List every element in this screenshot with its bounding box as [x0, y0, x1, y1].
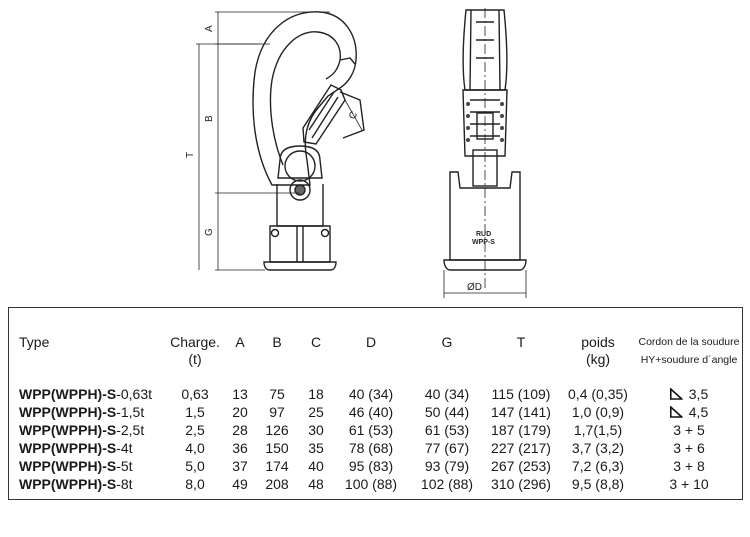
- type-suffix: -8t: [116, 476, 133, 492]
- cell-a: 49: [232, 476, 248, 492]
- cell-type: [19, 422, 144, 438]
- cell-g: 40 (34): [424, 386, 470, 402]
- cell-g: 61 (53): [424, 422, 470, 438]
- cell-b: 150: [265, 440, 289, 456]
- cell-c: 48: [308, 476, 324, 492]
- header-a: A: [235, 334, 245, 350]
- type-main: WPP(WPPH)-S: [19, 476, 117, 492]
- cell-t: 267 (253): [491, 458, 551, 474]
- type-main: WPP(WPPH)-S: [19, 386, 117, 402]
- dimension-lines-side: [444, 8, 526, 298]
- cell-t: 115 (109): [491, 386, 551, 402]
- cell-a: 28: [232, 422, 248, 438]
- dim-label-c: C: [347, 109, 361, 122]
- cell-d: 40 (34): [348, 386, 394, 402]
- dim-label-t: T: [185, 151, 196, 158]
- cell-c: 30: [308, 422, 324, 438]
- type-main: WPP(WPPH)-S: [19, 422, 117, 438]
- type-suffix: -4t: [116, 440, 133, 456]
- cordon-value: 3 + 10: [669, 476, 709, 492]
- cell-cordon: [670, 386, 708, 402]
- spec-table: [8, 307, 743, 500]
- cell-charge: 5,0: [185, 458, 205, 474]
- cell-type: [19, 404, 144, 420]
- cell-cordon: [673, 422, 705, 438]
- cell-charge: 8,0: [185, 476, 205, 492]
- header-d: D: [365, 334, 377, 350]
- cell-b: 97: [269, 404, 285, 420]
- header-t: T: [516, 334, 526, 350]
- cell-d: 100 (88): [344, 476, 398, 492]
- cell-g: 77 (67): [424, 440, 470, 456]
- cell-d: 61 (53): [348, 422, 394, 438]
- cell-charge: 2,5: [185, 422, 205, 438]
- cell-a: 37: [232, 458, 248, 474]
- type-suffix: -0,63t: [116, 386, 153, 402]
- type-main: WPP(WPPH)-S: [19, 458, 117, 474]
- dim-label-b: B: [204, 115, 215, 122]
- cell-c: 35: [308, 440, 324, 456]
- cell-t: 187 (179): [491, 422, 551, 438]
- cell-poids: 1,0 (0,9): [571, 404, 625, 420]
- fillet-weld-icon: [670, 388, 683, 400]
- type-suffix: -5t: [116, 458, 133, 474]
- marking-rud: RUD: [476, 231, 492, 238]
- header-g: G: [441, 334, 453, 350]
- cell-cordon: [670, 404, 708, 420]
- cell-cordon: [673, 458, 705, 474]
- cell-poids: 1,7(1,5): [573, 422, 623, 438]
- cell-b: 126: [265, 422, 289, 438]
- type-main: WPP(WPPH)-S: [19, 404, 117, 420]
- cell-cordon: [673, 440, 705, 456]
- header-poids-unit: (kg): [585, 351, 611, 367]
- cell-d: 46 (40): [348, 404, 394, 420]
- cell-t: 147 (141): [491, 404, 551, 420]
- cell-d: 78 (68): [348, 440, 394, 456]
- header-charge-unit: (t): [188, 351, 202, 367]
- cell-g: 93 (79): [424, 458, 470, 474]
- header-type: Type: [19, 334, 50, 350]
- cell-cordon: [669, 476, 708, 492]
- dim-label-a: A: [204, 25, 215, 32]
- cell-a: 20: [232, 404, 248, 420]
- cell-type: [19, 476, 133, 492]
- cell-g: 50 (44): [424, 404, 470, 420]
- dim-label-d: ØD: [467, 282, 482, 293]
- dim-label-g: G: [204, 228, 215, 236]
- header-poids: poids: [581, 334, 615, 350]
- cell-b: 174: [265, 458, 289, 474]
- cell-charge: 1,5: [185, 404, 205, 420]
- type-suffix: -1,5t: [116, 404, 145, 420]
- header-charge: Charge.: [170, 334, 220, 350]
- cell-poids: 7,2 (6,3): [571, 458, 625, 474]
- type-suffix: -2,5t: [116, 422, 145, 438]
- cell-a: 13: [232, 386, 248, 402]
- cell-c: 40: [308, 458, 324, 474]
- cell-type: [19, 386, 152, 402]
- cell-t: 310 (296): [491, 476, 551, 492]
- header-cordon: Cordon de la soudure: [638, 336, 740, 348]
- marking-wpp-s: WPP-S: [472, 239, 495, 246]
- cordon-value: 3,5: [688, 386, 709, 402]
- cell-a: 36: [232, 440, 248, 456]
- cell-b: 75: [269, 386, 285, 402]
- cell-b: 208: [265, 476, 289, 492]
- cell-charge: 0,63: [181, 386, 209, 402]
- cordon-value: 3 + 8: [673, 458, 705, 474]
- type-main: WPP(WPPH)-S: [19, 440, 117, 456]
- fillet-weld-icon: [670, 406, 683, 418]
- dimension-lines-front: [196, 12, 362, 270]
- cordon-value: 4,5: [688, 404, 709, 420]
- cell-c: 18: [308, 386, 324, 402]
- cell-type: [19, 440, 133, 456]
- cell-d: 95 (83): [348, 458, 394, 474]
- cell-poids: 0,4 (0,35): [568, 386, 628, 402]
- cordon-value: 3 + 5: [673, 422, 705, 438]
- cell-c: 25: [308, 404, 324, 420]
- cell-type: [19, 458, 133, 474]
- header-cordon-sub: HY+soudure d´angle: [640, 354, 738, 366]
- cell-t: 227 (217): [491, 440, 551, 456]
- cell-g: 102 (88): [420, 476, 474, 492]
- cordon-value: 3 + 6: [673, 440, 705, 456]
- header-c: C: [310, 334, 322, 350]
- cell-poids: 9,5 (8,8): [571, 476, 625, 492]
- cell-poids: 3,7 (3,2): [571, 440, 625, 456]
- header-b: B: [272, 334, 282, 350]
- hook-front-view: [253, 12, 364, 270]
- cell-charge: 4,0: [185, 440, 205, 456]
